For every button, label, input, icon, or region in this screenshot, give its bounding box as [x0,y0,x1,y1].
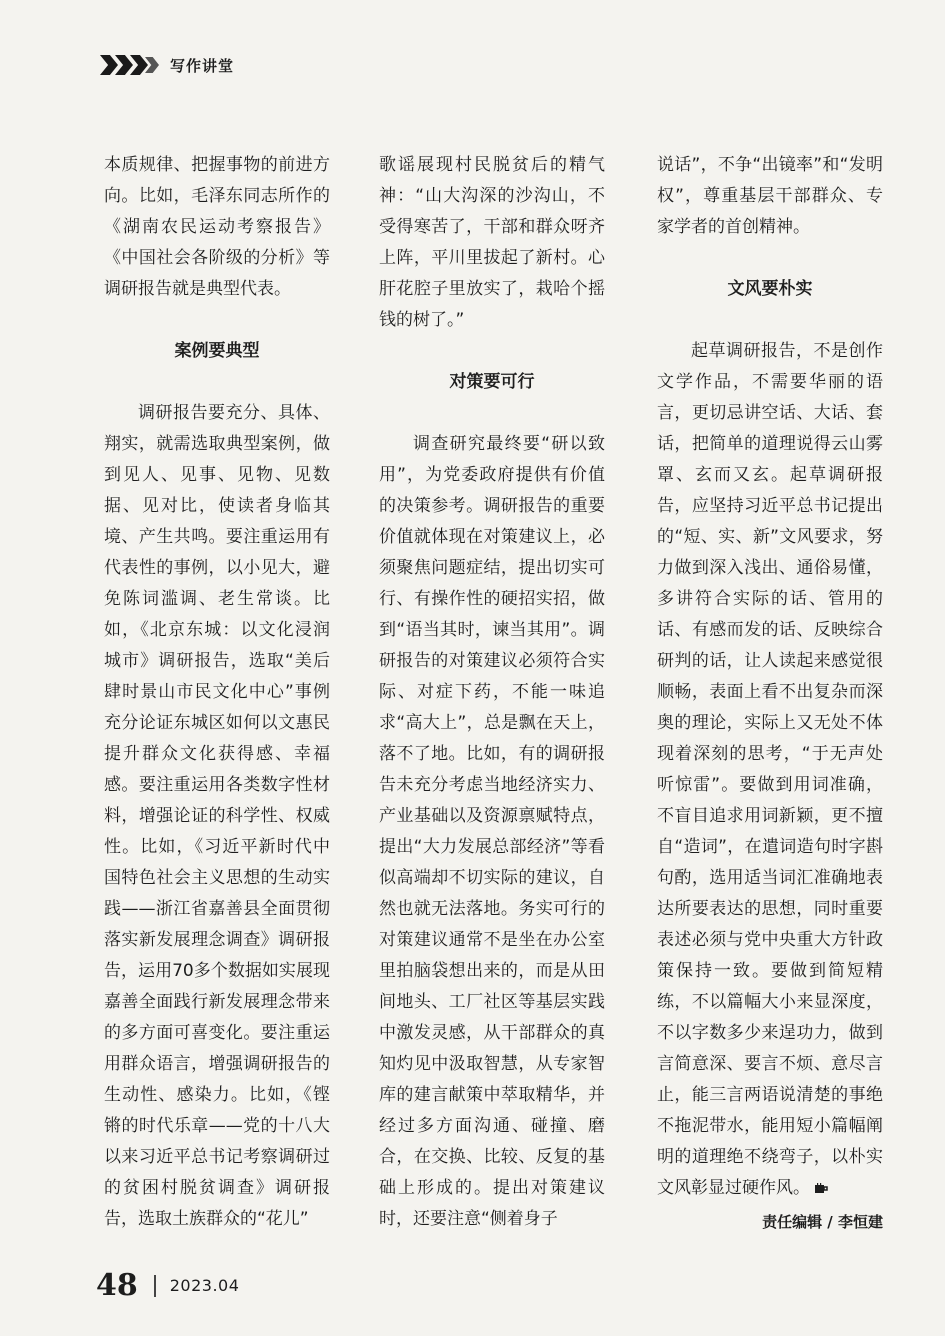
column-2 [379,150,605,1235]
column-3 [657,150,883,1236]
chevron-icon [100,55,156,75]
subheading: 案例要典型 [174,341,260,361]
subheading: 对策要可行 [449,372,535,392]
page-footer [96,1268,239,1303]
editor-credit: 责任编辑 / 李恒建 [762,1213,883,1231]
section-header [100,52,234,78]
column-1 [104,150,330,1235]
paragraph-text: 起草调研报告，不是创作文学作品，不需要华丽的语言，更切忌讲空话、大话、套话，把简单的道理说得云山雾罩、玄而又玄。起草调研报告，应坚持习近平总书记提出的“短、实、新”文风要求，努力做到深入浅出、通俗易懂，多讲符合实际的话、管用的话、有感而发的话、反映综合研判的话，让人读起来感觉很顺畅，表面上看不出复杂而深奥的理论，实际上又无处不体现着深刻的思考，“于无声处听惊雷”。要做到用词准确，不盲目追求用词新颖，更不擅自“造词”，在遣词造句时字斟句酌，选用适当词汇准确地表达所要表达的思想，同时重要表述必须与党中央重大方针政策保持一致。要做到简短精练，不以篇幅大小来显深度，不以字数多少来逞功力，做到言简意深、要言不烦、意尽言止，能三言两语说清楚的事绝不拖泥带水，能用短小篇幅阐明的道理绝不绕弯子，以朴实文风彰显过硬作风。 [657,341,883,1198]
section-title: 写作讲堂 [170,56,235,75]
footer-divider [154,1275,156,1297]
paragraph: 说话”，不争“出镜率”和“发明权”，尊重基层干部群众、专家学者的首创精神。 [657,155,883,237]
paragraph [657,336,883,1204]
page-number: 48 [96,1268,138,1303]
paragraph: 歌谣展现村民脱贫后的精气神：“山大沟深的沙沟山，不受得寒苦了，干部和群众呀齐上阵，平川里拔起了新村。心肝花腔子里放实了，栽哈个摇钱的树了。” [379,155,605,330]
paragraph: 调查研究最终要“研以致用”，为党委政府提供有价值的决策参考。调研报告的重要价值就体现在对策建议上，必须聚焦问题症结，提出切实可行、有操作性的硬招实招，做到“语当其时，谏当其用”。调研报告的对策建议必须符合实际、对症下药，不能一味追求“高大上”，总是飘在天上，落不了地。比如，有的调研报告未充分考虑当地经济实力、产业基础以及资源禀赋特点，提出“大力发展总部经济”等看似高端却不切实际的建议，自然也就无法落地。务实可行的对策建议通常不是坐在办公室里拍脑袋想出来的，而是从田间地头、工厂社区等基层实践中激发灵感，从干部群众的真知灼见中汲取智慧，从专家智库的建言献策中萃取精华，并经过多方面沟通、碰撞、磨合，在交换、比较、反复的基础上形成的。提出对策建议时，还要注意“侧着身子 [379,434,605,1229]
issue-date: 2023.04 [169,1276,240,1295]
subheading: 文风要朴实 [727,279,813,299]
paragraph: 本质规律、把握事物的前进方向。比如，毛泽东同志所作的《湖南农民运动考察报告》《中国社会各阶级的分析》等调研报告就是典型代表。 [104,155,330,299]
paragraph: 调研报告要充分、具体、翔实，就需选取典型案例，做到见人、见事、见物、见数据、见对比，使读者身临其境、产生共鸣。要注重运用有代表性的事例，以小见大，避免陈词滥调、老生常谈。比如，《北京东城：以文化浸润城市》调研报告，选取“美后肆时景山市民文化中心”事例充分论证东城区如何以文惠民提升群众文化获得感、幸福感。要注重运用各类数字性材料，增强论证的科学性、权威性。比如，《习近平新时代中国特色社会主义思想的生动实践——浙江省嘉善县全面贯彻落实新发展理念调查》调研报告，运用70多个数据如实展现嘉善全面践行新发展理念带来的多方面可喜变化。要注重运用群众语言，增强调研报告的生动性、感染力。比如，《铿锵的时代乐章——党的十八大以来习近平总书记考察调研过的贫困村脱贫调查》调研报告，选取土族群众的“花儿” [104,403,330,1229]
end-mark-icon [814,1183,828,1194]
